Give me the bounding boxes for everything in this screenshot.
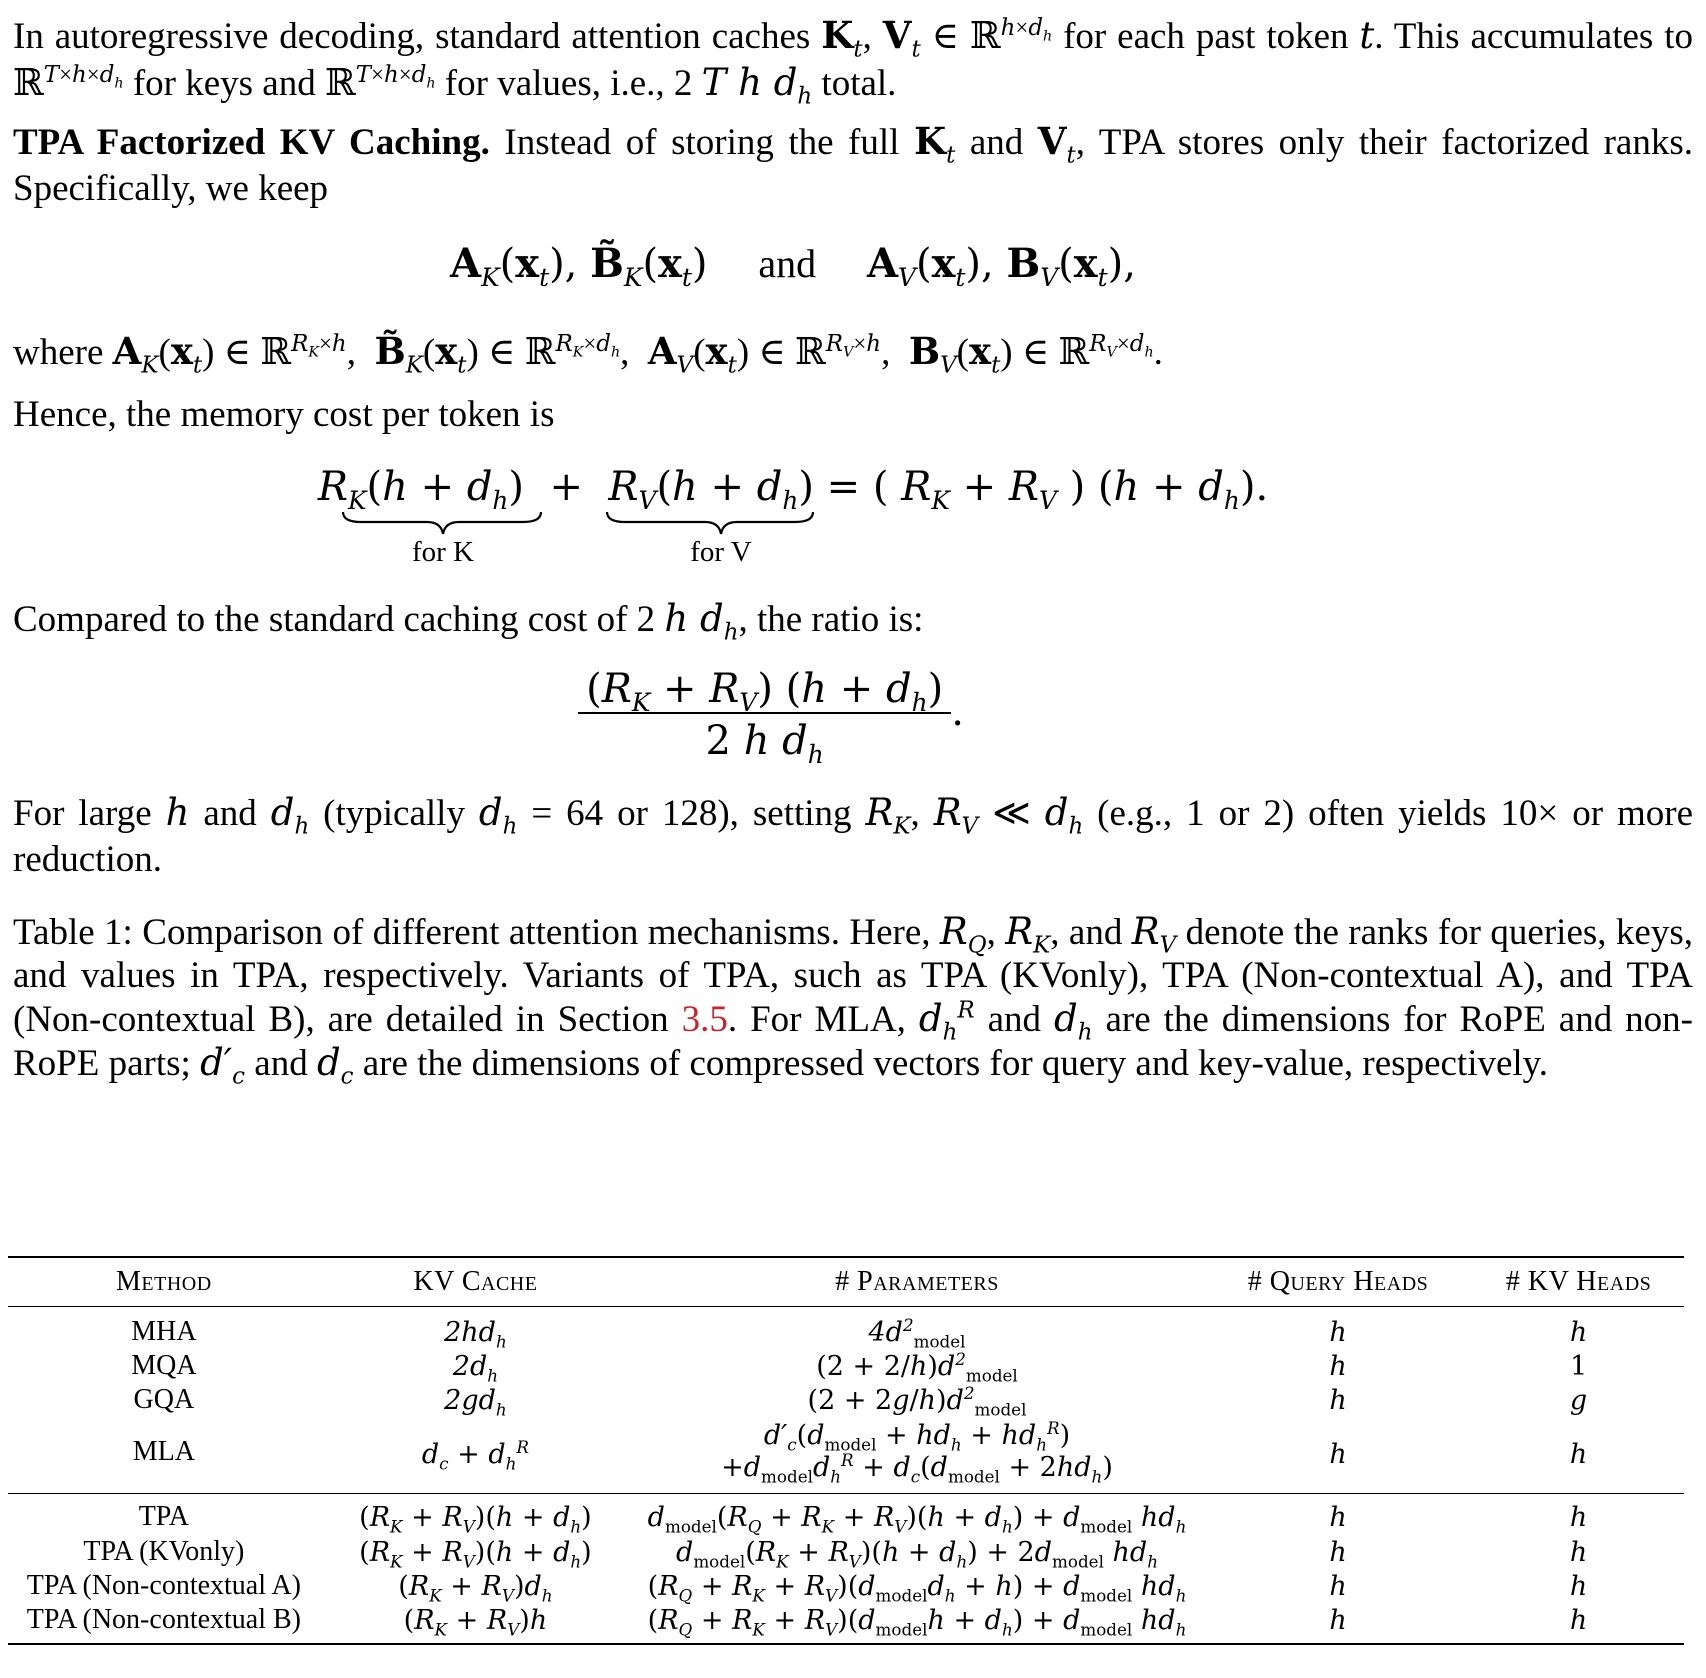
- header-kv-cache: KV Cache: [320, 1257, 631, 1307]
- row-parameters: $(R_Q + R_K + R_V)(d_{model}h + d_h) + d_{model}$ $hd_h$: [631, 1603, 1203, 1644]
- row-kv-cache: $2d_h$: [452, 1350, 499, 1385]
- row-method: TPA (Non-contextual B): [8, 1603, 320, 1644]
- table-label: Table 1:: [13, 912, 133, 953]
- row-parameters: $d_{model}(R_Q + R_K + R_V)(h + d_h) + d_{model}$ $hd_h$: [631, 1493, 1203, 1535]
- underbrace-label-k: for K: [411, 536, 474, 568]
- row-method: TPA (Non-contextual A): [26, 1570, 302, 1601]
- row-kv-cache: $(R_K + R_V)(h + d_h)$: [359, 1536, 592, 1571]
- header-kv-heads: # KV Heads: [1473, 1257, 1684, 1307]
- row-query-heads: h: [1203, 1493, 1473, 1535]
- row-kv-heads: h: [1569, 1570, 1588, 1602]
- row-kv-cache: $(R_K + R_V)(h + d_h)$: [320, 1493, 631, 1535]
- row-method: MQA: [131, 1350, 197, 1381]
- header-method: Method: [8, 1257, 320, 1307]
- equation-ratio: $\frac{(R_K + R_V) (h + d_h)}{2 h d_h}$ .: [0, 666, 1611, 764]
- row-query-heads: h: [1329, 1570, 1347, 1602]
- row-parameters: $d'_c(d_{model} + hd_h + hd_h^R)$ $+d_{model}d_h^R + d_c(d_{model} + 2hd_h)$: [721, 1417, 1113, 1487]
- underbrace-label-v: for V: [690, 536, 752, 568]
- section-link[interactable]: 3.5: [681, 999, 728, 1040]
- row-method: MHA: [131, 1316, 197, 1347]
- row-kv-cache: $d_c + d_h^R$: [421, 1437, 529, 1474]
- table-row: [8, 1535, 1684, 1569]
- paragraph-hence: Hence, the memory cost per token is: [13, 394, 555, 435]
- row-kv-heads: h: [1569, 1316, 1588, 1348]
- table-row: [8, 1569, 1684, 1603]
- underbrace-v: [607, 512, 813, 534]
- row-method: MLA: [132, 1435, 195, 1467]
- row-kv-heads: h: [1473, 1493, 1684, 1535]
- paragraph-where: where $A_K(x_t)$ ∈ ℝ$^{R_K\times h}$, $B̃_K(x_t)$ ∈ ℝ$^{R_K\times d_h}$, $A_V(x_t)$ ∈ ℝ$^{R_V\times h}$, $B_V(x_t)$ ∈ ℝ$^{R_V\times d_h}$.: [13, 329, 1163, 379]
- equation-factors: $A_K(x_t)$, $B̃_K(x_t)$ and $A_V(x_t)$, $B_V(x_t)$,: [450, 240, 1136, 292]
- header-parameters: # Parameters: [631, 1257, 1203, 1307]
- paragraph-reduction: For large h and $d_h$ (typically $d_h = 64$ or 128), setting $R_K$, $R_V$ ≪ $d_h$ (e.g., 1 or 2) often yields 10× or more reduction.: [13, 791, 1694, 880]
- row-kv-heads: h: [1569, 1439, 1588, 1471]
- row-query-heads: h: [1329, 1384, 1347, 1416]
- row-method: TPA: [8, 1493, 320, 1535]
- table-header-row: [8, 1257, 1684, 1307]
- comparison-table: [8, 1256, 1684, 1645]
- table-row: [8, 1493, 1684, 1535]
- table-row: [8, 1383, 1684, 1417]
- paragraph-tpa-caching: TPA Factorized KV Caching. Instead of storing the full $K_t$ and $V_t$, TPA stores only their factorized ranks. Specifically, we keep: [13, 119, 1693, 209]
- paragraph-compare: Compared to the standard caching cost of 2 h $d_h$, the ratio is:: [13, 597, 924, 646]
- row-kv-cache: $2hd_h$: [444, 1316, 507, 1351]
- row-kv-cache: $(R_K + R_V)d_h$: [398, 1570, 553, 1605]
- row-kv-heads: g: [1569, 1384, 1588, 1416]
- row-method: GQA: [133, 1384, 195, 1415]
- header-query-heads: # Query Heads: [1203, 1257, 1473, 1307]
- table-row: [8, 1307, 1684, 1350]
- equation-memory-cost: $R_K(h + d_h) + R_V(h + d_h)$ = ( $R_K + R_V$ ) $(h + d_h)$.: [317, 464, 1269, 515]
- row-parameters: $(2 + 2g/h)d^2_{model}$: [807, 1382, 1027, 1419]
- row-query-heads: h: [1329, 1350, 1347, 1382]
- table-row: [8, 1603, 1684, 1644]
- row-method: TPA (KVonly): [83, 1536, 245, 1567]
- row-parameters: $(R_Q + R_K + R_V)(d_{model}d_h + h) + d_{model}$ $hd_h$: [647, 1570, 1187, 1605]
- row-kv-heads: 1: [1569, 1350, 1588, 1382]
- paragraph-intro: In autoregressive decoding, standard attention caches $K_t$, $V_t$ ∈ ℝ$^{h\times d_h}$ for each past token t. This accumulates to ℝ$^{T\times h\times d_h}$ for keys and ℝ$^{T\times h\times d_h}$ for values, i.e., 2 T h $d_h$ total.: [13, 13, 1693, 110]
- underbrace-k: [343, 512, 541, 534]
- paragraph-heading: TPA Factorized KV Caching.: [13, 122, 490, 163]
- table-row: [8, 1349, 1684, 1383]
- row-parameters: $d_{model}(R_K + R_V)(h + d_h) + 2d_{model}$ $hd_h$: [676, 1536, 1158, 1571]
- row-kv-cache: $(R_K + R_V)h$: [320, 1603, 631, 1644]
- row-kv-heads: h: [1473, 1603, 1684, 1644]
- row-query-heads: h: [1329, 1536, 1347, 1568]
- table-row: [8, 1417, 1684, 1493]
- row-query-heads: h: [1329, 1316, 1347, 1348]
- table-caption: Table 1: Comparison of different attention mechanisms. Here, $R_Q$, $R_K$, and $R_V$ denote the ranks for queries, keys, and values in TPA, respectively. Variants of TPA, such as TPA (KVonly), TPA (Non-contextual A), and TPA (Non-contextual B), are detailed in Section 3.5. For MLA, $d_h^R$ and $d_h$ are the dimensions for RoPE and non-RoPE parts; $d'_c$ and $d_c$ are the dimensions of compressed vectors for query and key-value, respectively.: [13, 910, 1694, 1090]
- row-kv-heads: h: [1569, 1536, 1588, 1568]
- row-query-heads: h: [1329, 1439, 1347, 1471]
- row-parameters: $(2 + 2/h)d^2_{model}$: [816, 1348, 1018, 1385]
- row-parameters: $4d^2_{model}$: [868, 1314, 966, 1351]
- row-query-heads: h: [1203, 1603, 1473, 1644]
- row-kv-cache: $2gd_h$: [444, 1384, 507, 1419]
